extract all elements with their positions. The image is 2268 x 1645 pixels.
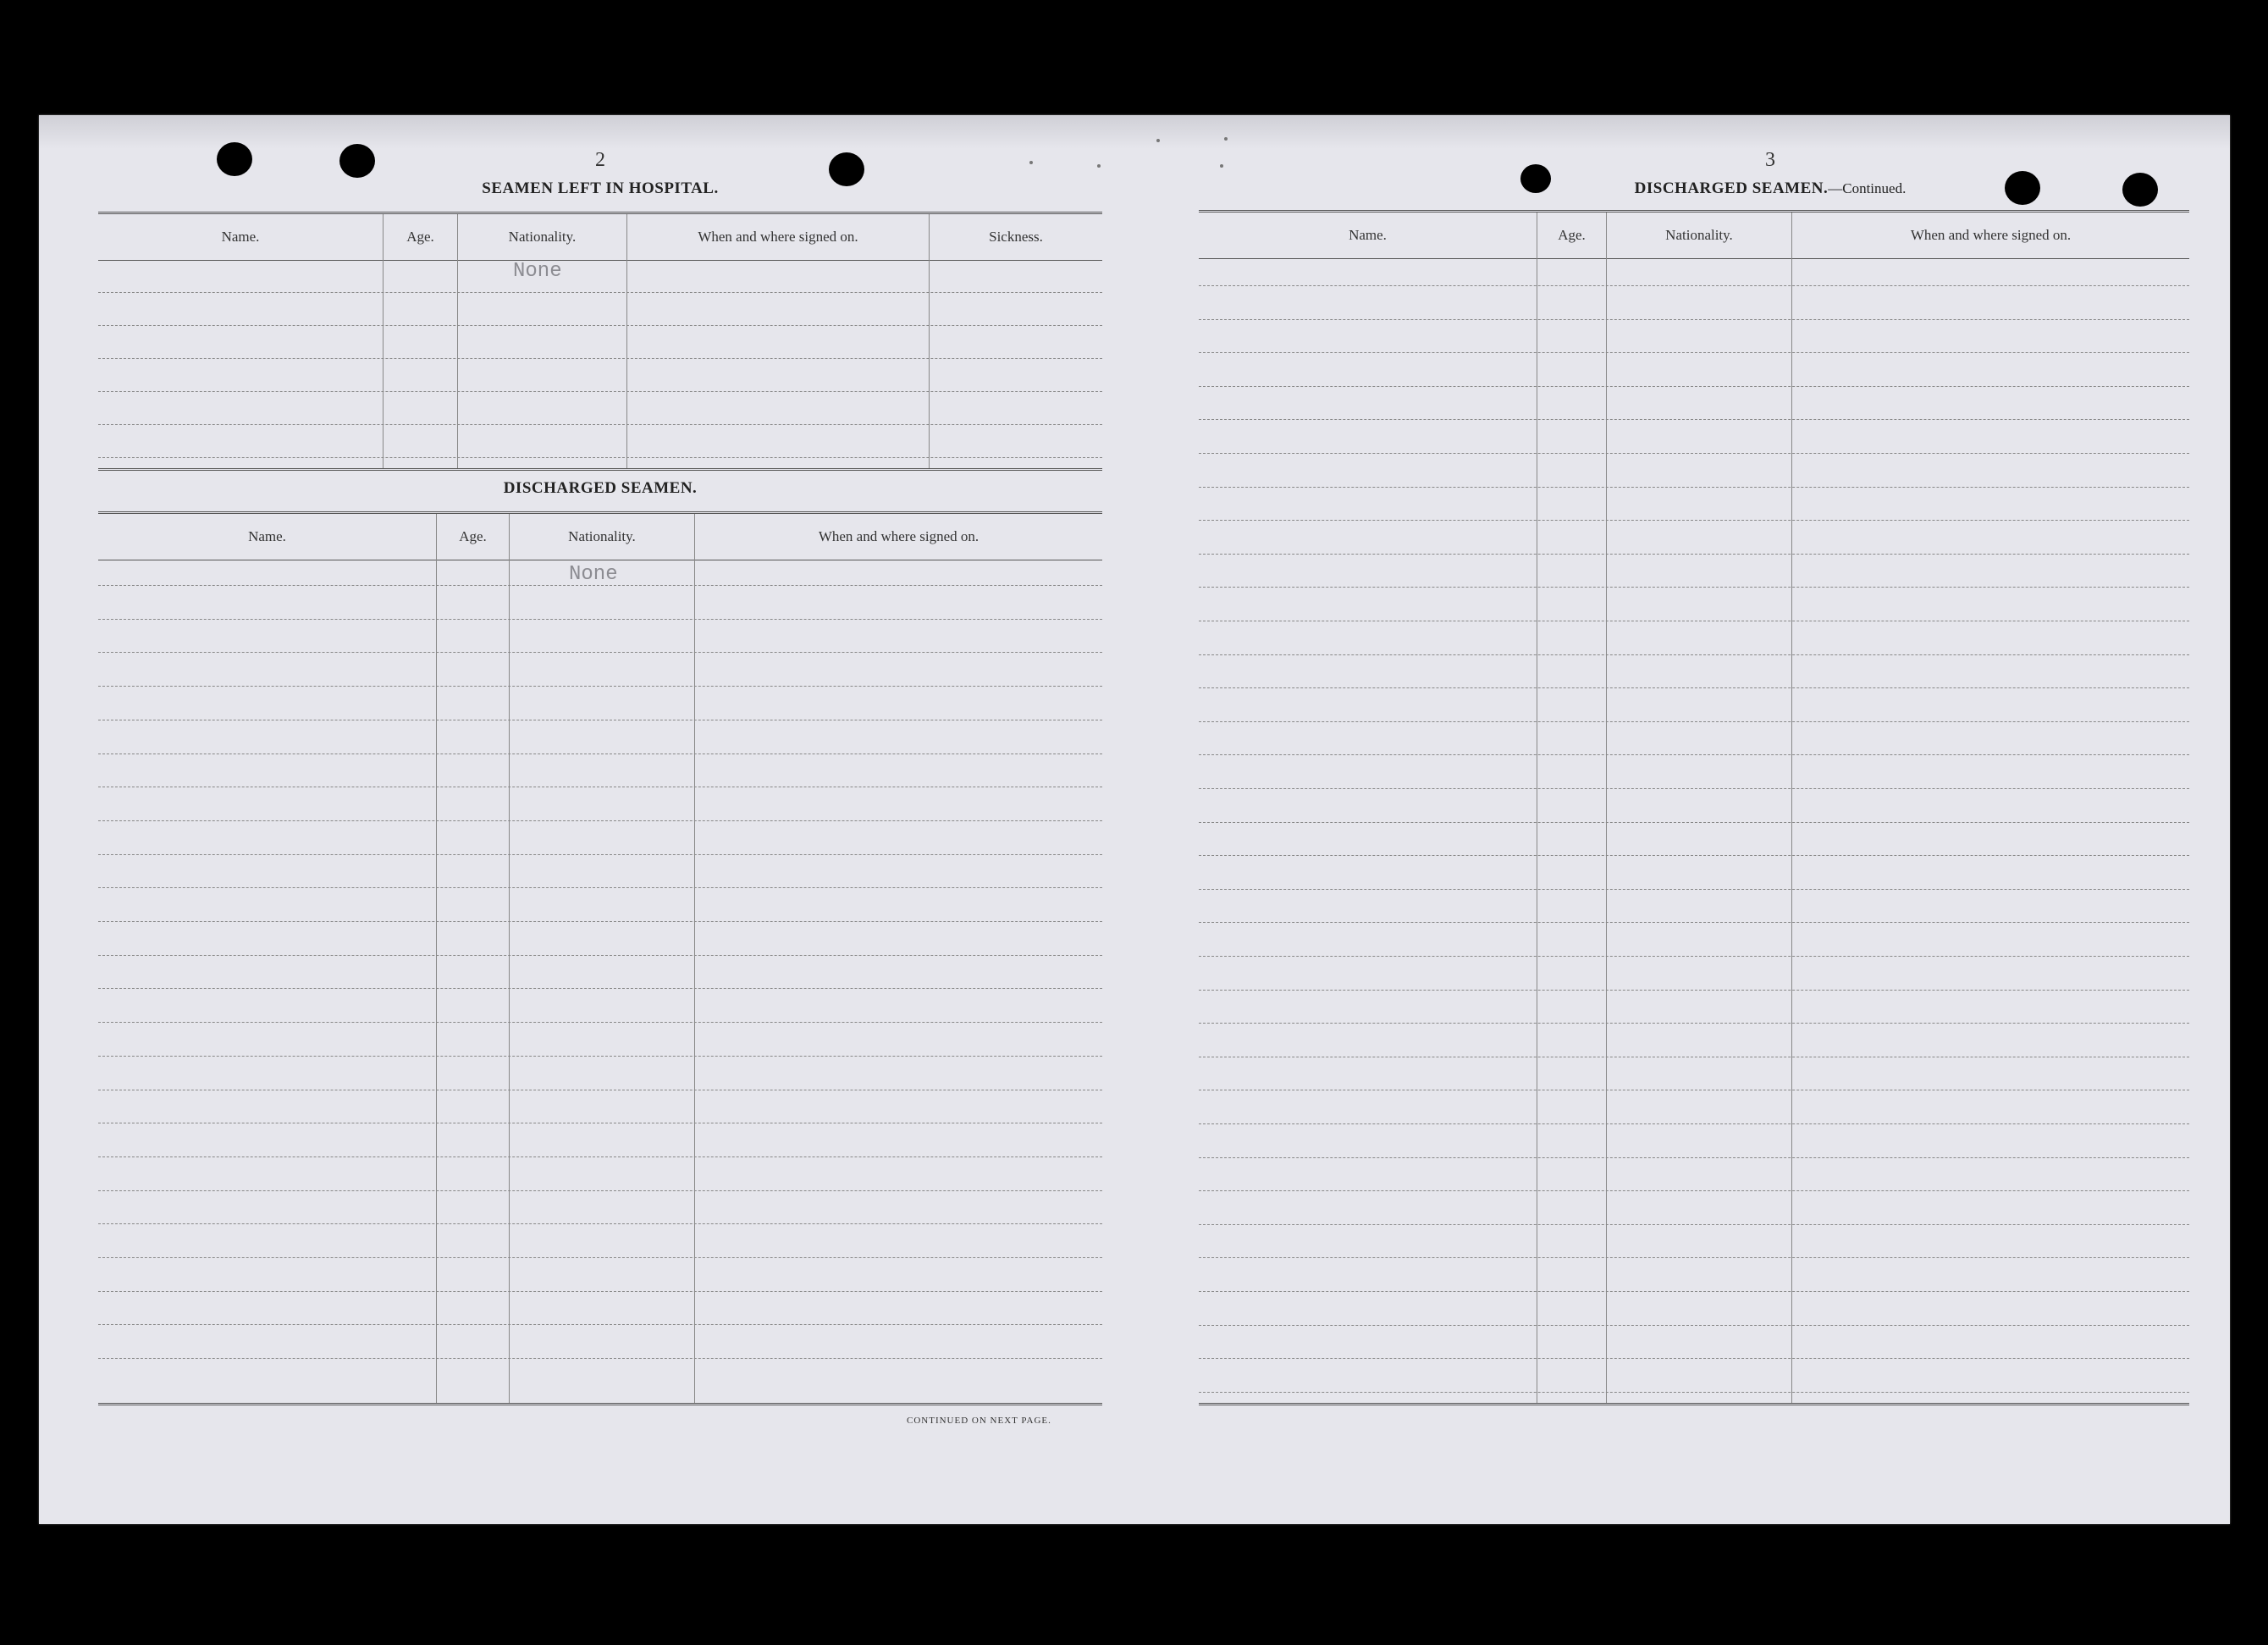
column-header-nationality: Nationality. — [1665, 227, 1733, 243]
continued-note: CONTINUED ON NEXT PAGE. — [907, 1416, 1051, 1426]
column-header-sickness: Sickness. — [989, 229, 1043, 245]
table-header — [98, 514, 1102, 560]
page-number: 3 — [1765, 149, 1775, 171]
left-page — [98, 115, 1102, 1524]
column-header-age: Age. — [459, 528, 487, 544]
right-page — [1199, 115, 2189, 1524]
column-header-name: Name. — [1349, 227, 1387, 243]
table-body — [98, 260, 1102, 468]
table-body — [98, 560, 1102, 1403]
discharged-table — [98, 511, 1102, 1405]
column-header-age: Age. — [406, 229, 434, 245]
hospital-table — [98, 212, 1102, 471]
page-number: 2 — [595, 149, 605, 171]
nationality-entry: None — [513, 260, 562, 283]
hospital-section-title: SEAMEN LEFT IN HOSPITAL. — [482, 179, 719, 197]
discharged-section-title: DISCHARGED SEAMEN. — [503, 479, 698, 497]
continued-label: —Continued. — [1828, 180, 1907, 196]
ink-speck — [1156, 139, 1160, 142]
table-body — [1199, 258, 2189, 1403]
nationality-entry: None — [569, 563, 618, 586]
table-header — [98, 214, 1102, 261]
column-header-age: Age. — [1558, 227, 1586, 243]
document-sheet — [39, 115, 2230, 1524]
column-header-signed-on: When and where signed on. — [698, 229, 858, 245]
column-header-nationality: Nationality. — [568, 528, 636, 544]
discharged-continued-table — [1199, 210, 2189, 1405]
table-header — [1199, 213, 2189, 259]
section-title-text: DISCHARGED SEAMEN. — [1634, 179, 1829, 197]
column-header-name: Name. — [248, 528, 286, 544]
column-header-signed-on: When and where signed on. — [818, 528, 979, 544]
column-header-signed-on: When and where signed on. — [1910, 227, 2072, 243]
discharged-continued-title — [1275, 179, 2265, 198]
column-header-nationality: Nationality. — [508, 229, 577, 245]
column-header-name: Name. — [221, 229, 260, 245]
